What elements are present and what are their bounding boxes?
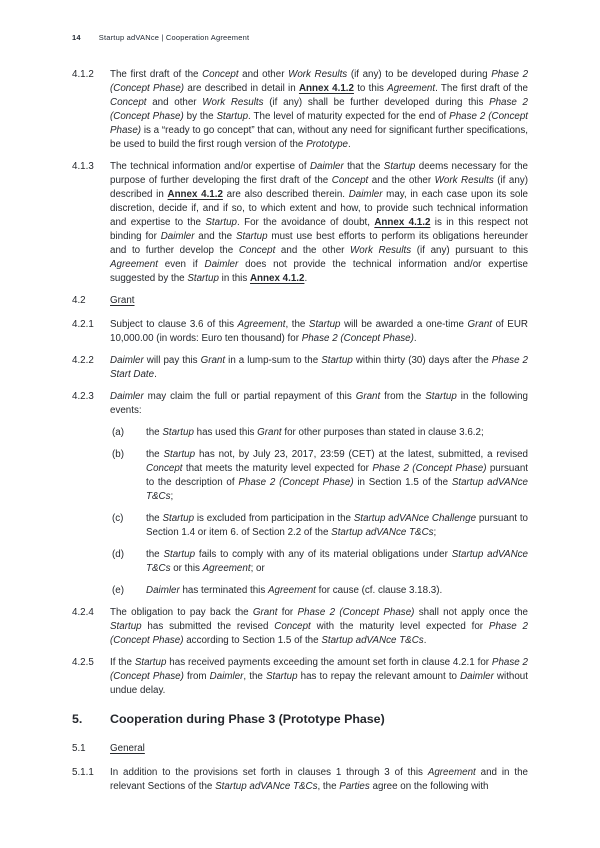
annex-reference: Annex 4.1.2 [298,83,354,94]
text-run: Daimler [348,189,383,200]
list-item-label: (a) [112,427,124,438]
text-run: Work Results [434,175,494,186]
clause-text [110,68,528,152]
text-run: Daimler [460,671,494,682]
text-run: Cooperation during Phase 3 (Prototype Phase) [110,712,385,726]
clause-row [72,656,528,698]
list-item-label: (d) [112,549,124,560]
text-run: the [146,549,164,560]
clause-text [110,606,528,648]
clause-text [110,742,528,756]
document-header-title: Startup adVANce | Cooperation Agreement [98,33,250,42]
text-run: pursuant to the description of [146,463,528,488]
text-run: ; [170,491,174,502]
text-run: and other [238,69,289,80]
clause-number: 4.2.3 [72,391,94,402]
text-run: Startup [265,671,298,682]
clause-number: 4.2.2 [72,355,94,366]
text-run: (if any) shall be further developed during this [263,97,490,108]
text-run: that meets the maturity level expected for [182,463,373,474]
text-run: Phase 2 Start Date [110,355,529,380]
text-run: deems necessary for the purpose of further developing the first draft of the [110,161,528,186]
text-run: Phase 2 (Concept Phase) [110,657,529,682]
text-run: Daimler [110,355,144,366]
text-run: Daimler [110,391,144,402]
text-run: without undue delay. [110,671,528,696]
clause-row [72,606,528,648]
text-run: Startup [321,355,353,366]
clause-number: 4.2.4 [72,607,94,618]
clause-number: 4.1.2 [72,69,94,80]
text-run: . [413,333,417,344]
annex-reference: Annex 4.1.2 [167,189,223,200]
text-run: . [348,139,351,150]
text-run: will be awarded a one-time [340,319,468,330]
text-run: , the [317,781,340,792]
clause-number: 4.2 [72,295,86,306]
text-run: . For the avoidance of doubt, [236,217,375,228]
text-run: Startup adVANce T&Cs [146,549,528,574]
text-run: Startup [216,111,249,122]
text-run: must use best efforts to perform its obligations hereunder and to further develop the [110,231,528,256]
text-run: Phase 2 (Concept Phase) [110,69,529,94]
text-run: Concept [146,463,183,474]
text-run: Agreement [110,259,158,270]
clause-text [110,318,528,346]
clause-text [110,712,528,727]
text-run: ; [433,527,437,538]
text-run: or this [170,563,203,574]
text-run: . The level of maturity expected for the end of [248,111,450,122]
text-run: Daimler [146,585,180,596]
clause-row [72,68,528,152]
clause-text [146,512,528,540]
clause-text [146,584,528,598]
text-run: Phase 2 (Concept Phase) [297,607,415,618]
document-body [0,42,600,794]
clause-row [72,160,528,286]
text-run: , the [243,671,266,682]
text-run: Startup [187,273,219,284]
text-run: ; or [250,563,265,574]
text-run: Prototype [306,139,348,150]
text-run: even if [157,259,205,270]
list-item [112,448,528,504]
text-run: pursuant to Section 1.4 or item 6. of Section 2.2 of the [146,513,528,538]
text-run: General [110,743,145,754]
clause-row [72,354,528,382]
text-run: from the [380,391,426,402]
text-run: has used this [193,427,258,438]
text-run: Phase 2 (Concept Phase) [110,111,528,136]
text-run: shall not apply once the [414,607,528,618]
text-run: Startup [383,161,416,172]
text-run: . [154,369,157,380]
text-run: . [304,273,308,284]
text-run: Startup [163,549,196,560]
text-run: from [183,671,210,682]
text-run: Work Results [350,245,412,256]
text-run: Concept [202,69,239,80]
text-run: and the other [368,175,435,186]
page-header [0,0,600,42]
clause-text [110,390,528,418]
text-run: is in this respect not binding for [110,217,528,242]
page-number: 14 [72,33,81,42]
text-run: Startup [134,657,167,668]
text-run: in this [218,273,250,284]
clause-row [72,318,528,346]
text-run: and the [194,231,236,242]
text-run: Agreement [237,319,286,330]
text-run: may claim the full or partial repayment of this [143,391,356,402]
text-run: . [423,635,427,646]
text-run: If the [110,657,135,668]
text-run: Phase 2 (Concept Phase) [110,97,529,122]
text-run: Startup [235,231,268,242]
text-run: Daimler [209,671,244,682]
text-run: In addition to the provisions set forth in clauses 1 through 3 of this [110,767,428,778]
text-run: has not, by July 23, 2017, 23:59 (CET) at the latest, submitted, a revised [195,449,528,460]
clause-number: 4.2.5 [72,657,94,668]
text-run: Phase 2 (Concept Phase) [301,333,414,344]
text-run: to this [353,83,388,94]
text-run: are also described therein. [222,189,349,200]
text-run: Concept [238,245,276,256]
text-run: within thirty (30) days after the [352,355,492,366]
clause-text [110,294,528,308]
text-run: agree on the following with [369,781,489,792]
subheading-row [72,294,528,308]
text-run: Concept [110,97,147,108]
text-run: is excluded from participation in the [194,513,354,524]
text-run: Phase 2 (Concept Phase) [238,477,354,488]
text-run: in a lump-sum to the [225,355,322,366]
text-run: Startup adVANce Challenge [353,513,477,524]
clause-row [72,390,528,418]
text-run: Grant [252,607,278,618]
text-run: Phase 2 (Concept Phase) [110,621,528,646]
text-run: Startup [163,449,196,460]
text-run: The technical information and/or expertise of [110,161,310,172]
text-run: and the other [275,245,351,256]
section-heading-row [72,712,528,727]
text-run: and in the relevant Sections of the [110,767,528,792]
clause-text [110,354,528,382]
text-run: Parties [339,781,370,792]
clause-number: 4.2.1 [72,319,94,330]
list-item [112,426,528,440]
clause-number: 5.1 [72,743,86,754]
text-run: the [146,449,164,460]
text-run: and other [146,97,203,108]
text-run: Grant [467,319,493,330]
text-run: Agreement [202,563,251,574]
text-run: has received payments exceeding the amount set forth in clause 4.2.1 for [166,657,492,668]
text-run: Grant [110,295,135,306]
text-run: does not provide the technical information and/or expertise suggested by the [110,259,528,284]
text-run: for [277,607,298,618]
annex-reference: Annex 4.1.2 [249,273,305,284]
list-item-label: (b) [112,449,124,460]
list-item [112,512,528,540]
text-run: Grant [257,427,282,438]
clause-number: 5.1.1 [72,767,94,778]
text-run: Agreement [387,83,436,94]
text-run: of EUR 10,000.00 (in words: Euro ten thousand) for [110,319,528,344]
text-run: is a “ready to go concept” that can, without any need for significant further specifications, be used to build the first rough version of the [110,125,528,150]
text-run: Work Results [288,69,348,80]
text-run: Startup [425,391,457,402]
clause-number: 5. [72,712,83,726]
text-run: (if any) described in [110,175,528,200]
text-run: Startup [205,217,237,228]
text-run: Phase 2 (Concept Phase) [372,463,487,474]
text-run: Subject to clause 3.6 of this [110,319,238,330]
list-item [112,584,528,598]
text-run: according to Section 1.5 of the [183,635,322,646]
text-run: Startup [162,427,194,438]
text-run: may, in each case upon its sole discretion, decide if, and if so, to which extent and how, to provide such technical information and expertise to the [110,189,528,228]
text-run: Concept [331,175,369,186]
text-run: for cause (cf. clause 3.18.3). [315,585,443,596]
text-run: Work Results [202,97,264,108]
text-run: , the [285,319,309,330]
text-run: Daimler [309,161,344,172]
clause-text [110,766,528,794]
text-run: (if any) to be developed during [347,69,492,80]
text-run: Startup adVANce T&Cs [331,527,434,538]
clause-text [146,448,528,504]
text-run: . The first draft of the [435,83,529,94]
text-run: Startup adVANce T&Cs [321,635,424,646]
text-run: Grant [355,391,381,402]
text-run: has terminated this [179,585,268,596]
text-run: The first draft of the [110,69,203,80]
text-run: Startup adVANce T&Cs [215,781,318,792]
text-run: are described in detail in [184,83,299,94]
text-run: for other purposes than stated in clause 3.6.2; [281,427,484,438]
clause-row [72,766,528,794]
clause-text [146,548,528,576]
clause-text [110,160,528,286]
text-run: The obligation to pay back the [110,607,253,618]
text-run: has submitted the revised [141,621,275,632]
clause-number: 4.1.3 [72,161,94,172]
text-run: Startup adVANce T&Cs [146,477,529,502]
subheading-row [72,742,528,756]
clause-text [146,426,528,440]
text-run: by the [183,111,217,122]
text-run: the [146,427,163,438]
text-run: the [146,513,163,524]
list-item-label: (c) [112,513,124,524]
annex-reference: Annex 4.1.2 [374,217,431,228]
text-run: Agreement [427,767,476,778]
text-run: Startup [162,513,195,524]
text-run: in the following events: [110,391,528,416]
text-run: Agreement [267,585,316,596]
text-run: will pay this [143,355,201,366]
text-run: Concept [274,621,311,632]
clause-text [110,656,528,698]
list-item [112,548,528,576]
text-run: in Section 1.5 of the [353,477,452,488]
text-run: Startup [110,621,142,632]
text-run: with the maturity level expected for [310,621,489,632]
text-run: that the [343,161,384,172]
text-run: Grant [200,355,226,366]
text-run: Startup [308,319,341,330]
text-run: Daimler [160,231,195,242]
text-run: has to repay the relevant amount to [297,671,461,682]
text-run: (if any) pursuant to this [411,245,528,256]
text-run: Daimler [204,259,239,270]
text-run: fails to comply with any of its material obligations under [195,549,452,560]
list-item-label: (e) [112,585,124,596]
